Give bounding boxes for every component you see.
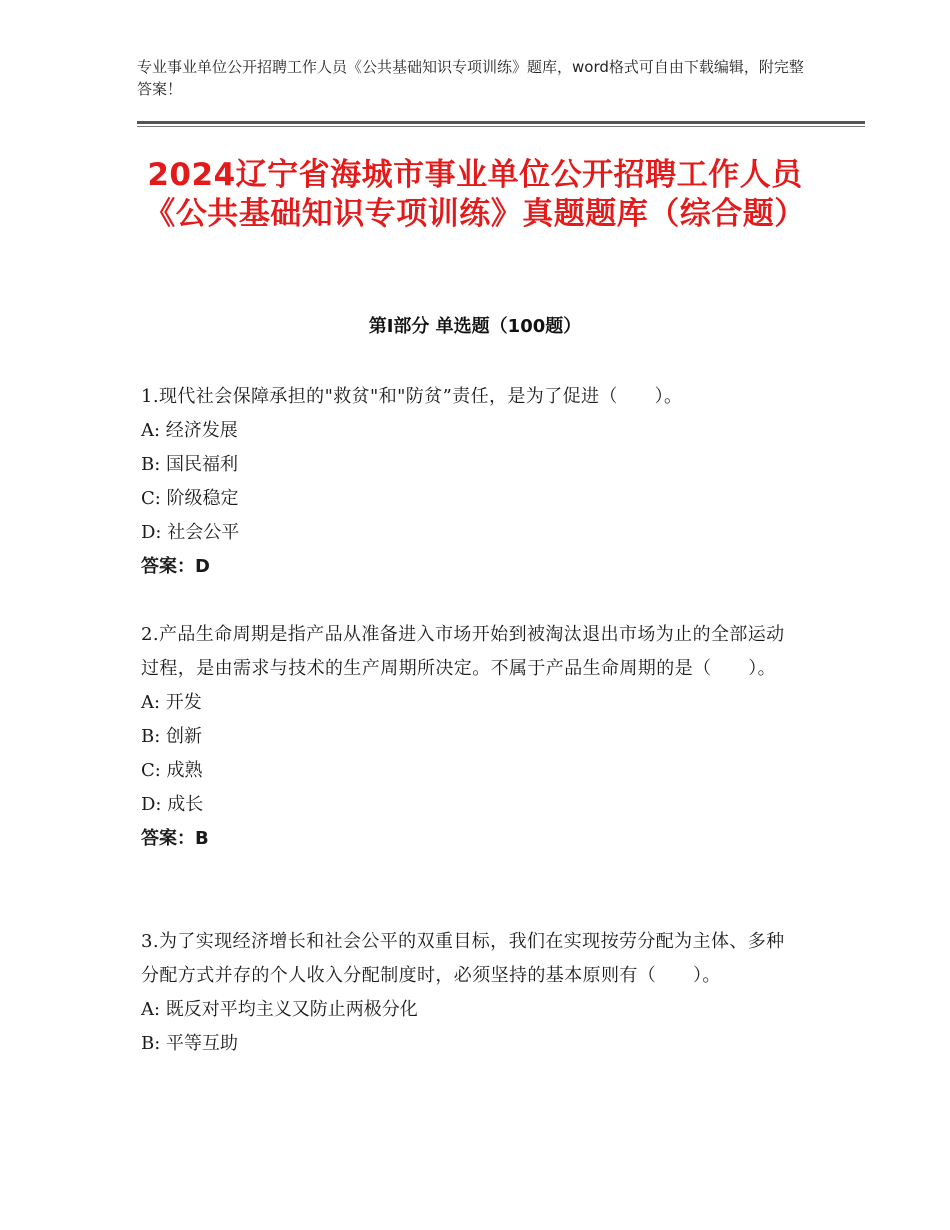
answer: 答案：D	[141, 556, 210, 577]
option-d: D: 社会公平	[141, 522, 240, 543]
question-stem: 3.为了实现经济增长和社会公平的双重目标，我们在实现按劳分配为主体、多种分配方式并存的个人收入分配制度时，必须坚持的基本原则有（ ）。	[141, 931, 785, 986]
option-a: A: 既反对平均主义又防止两极分化	[141, 999, 418, 1020]
answer: 答案：B	[141, 828, 209, 849]
question-3	[141, 925, 801, 1061]
option-c: C: 成熟	[141, 760, 203, 781]
option-d: D: 成长	[141, 794, 204, 815]
question-2	[141, 618, 801, 856]
question-stem: 2.产品生命周期是指产品从准备进入市场开始到被淘汰退出市场为止的全部运动过程，是由需求与技术的生产周期所决定。不属于产品生命周期的是（ ）。	[141, 624, 785, 679]
question-1	[141, 380, 801, 584]
option-a: A: 经济发展	[141, 420, 238, 441]
option-c: C: 阶级稳定	[141, 488, 239, 509]
header-divider-thick	[137, 121, 865, 124]
option-b: B: 平等互助	[141, 1033, 239, 1054]
option-b: B: 国民福利	[141, 454, 239, 475]
document-title: 2024辽宁省海城市事业单位公开招聘工作人员《公共基础知识专项训练》真题题库（综合题）	[144, 157, 806, 232]
header-divider-thin	[137, 126, 865, 127]
section-heading: 第Ⅰ部分 单选题（100题）	[368, 316, 582, 337]
question-stem: 1.现代社会保障承担的"救贫"和"防贫”责任，是为了促进（ ）。	[141, 386, 683, 407]
option-a: A: 开发	[141, 692, 202, 713]
option-b: B: 创新	[141, 726, 203, 747]
header-note: 专业事业单位公开招聘工作人员《公共基础知识专项训练》题库，word格式可自由下载编辑，附完整答案！	[137, 58, 804, 98]
